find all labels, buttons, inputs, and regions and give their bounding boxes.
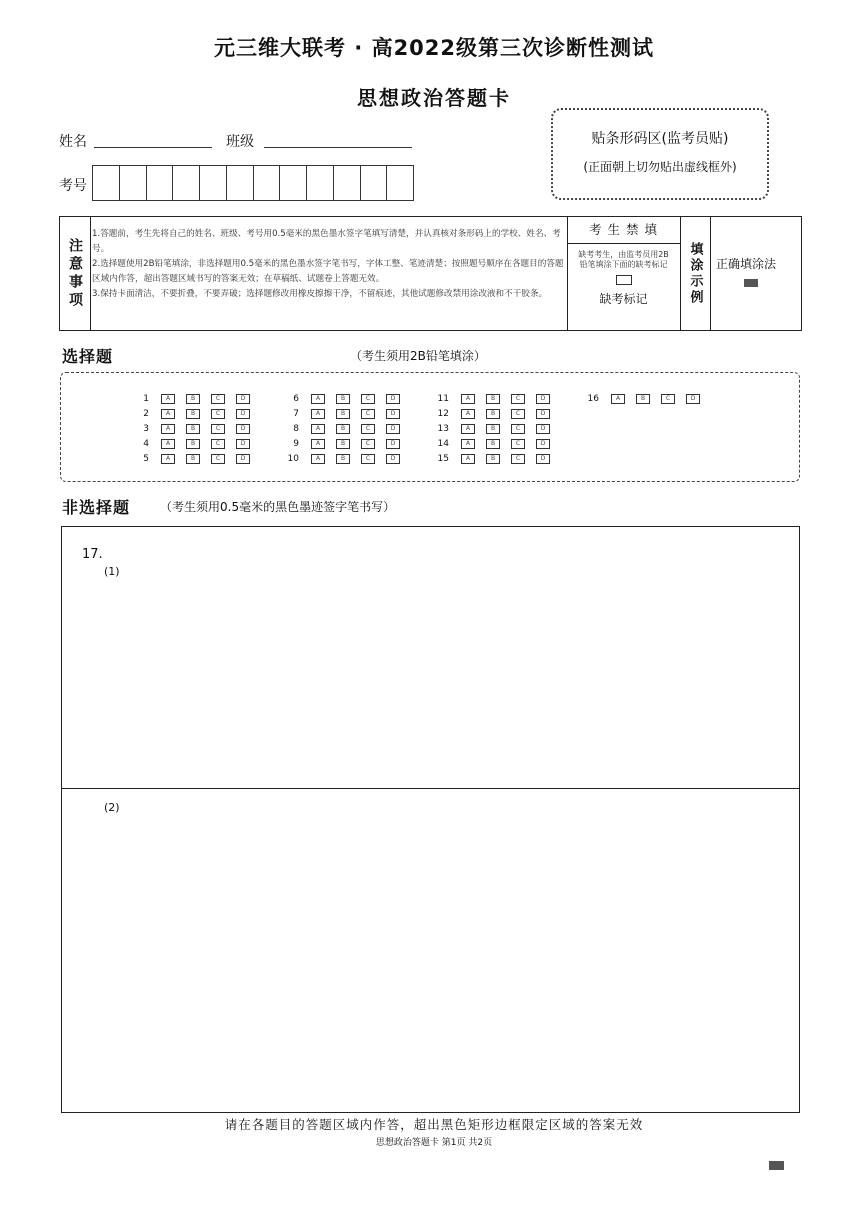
mcq-option-bubble[interactable]: A: [311, 439, 325, 449]
exam-no-cell[interactable]: [254, 166, 281, 200]
mcq-question-row: [129, 393, 261, 405]
mcq-question-number: 5: [143, 454, 149, 464]
mcq-question-number: 9: [293, 439, 299, 449]
footer-page-info: 思想政治答题卡 第1页 共2页: [375, 1138, 493, 1148]
mcq-option-bubble[interactable]: A: [161, 394, 175, 404]
mcq-option-bubble[interactable]: D: [236, 424, 250, 434]
mcq-option-bubble[interactable]: D: [536, 424, 550, 434]
mcq-question-row: [429, 453, 561, 465]
exam-no-cell[interactable]: [147, 166, 174, 200]
mcq-question-number: 13: [437, 424, 449, 434]
class-field[interactable]: [264, 146, 412, 148]
mcq-question-number: 6: [293, 394, 299, 404]
notice-instructions: [92, 227, 566, 302]
mcq-question-number: 16: [587, 394, 599, 404]
mcq-option-bubble[interactable]: C: [361, 439, 375, 449]
mcq-option-bubble[interactable]: A: [461, 409, 475, 419]
mcq-question-row: [129, 453, 261, 465]
mcq-question-row: [429, 423, 561, 435]
mcq-option-bubble[interactable]: D: [386, 424, 400, 434]
name-field[interactable]: [94, 146, 212, 148]
mcq-option-bubble[interactable]: B: [186, 424, 200, 434]
mcq-option-bubble[interactable]: C: [361, 424, 375, 434]
mcq-option-bubble[interactable]: D: [686, 394, 700, 404]
mcq-question-number: 15: [437, 454, 449, 464]
mcq-option-bubble[interactable]: B: [336, 454, 350, 464]
mcq-option-bubble[interactable]: C: [211, 409, 225, 419]
notice-label: 注意事项: [67, 237, 83, 310]
mcq-option-bubble[interactable]: C: [211, 394, 225, 404]
fill-example-correct-label: 正确填涂法: [716, 257, 777, 271]
exam-no-cell[interactable]: [361, 166, 388, 200]
mcq-option-bubble[interactable]: A: [161, 439, 175, 449]
mcq-option-bubble[interactable]: C: [511, 424, 525, 434]
mcq-option-bubble[interactable]: C: [511, 394, 525, 404]
mcq-option-bubble[interactable]: C: [361, 394, 375, 404]
mcq-option-bubble[interactable]: D: [386, 454, 400, 464]
barcode-title: 贴条形码区(监考员贴): [591, 131, 729, 147]
mcq-question-row: [129, 438, 261, 450]
mcq-question-row: [129, 423, 261, 435]
exam-no-cell[interactable]: [93, 166, 120, 200]
question-17-part-1-label: (1): [104, 565, 120, 578]
mcq-option-bubble[interactable]: C: [511, 409, 525, 419]
mcq-option-bubble[interactable]: D: [536, 439, 550, 449]
mcq-option-bubble[interactable]: A: [161, 454, 175, 464]
mcq-option-bubble[interactable]: C: [511, 454, 525, 464]
answer-area[interactable]: [61, 526, 800, 1113]
mcq-option-bubble[interactable]: B: [636, 394, 650, 404]
exam-no-cell[interactable]: [387, 166, 413, 200]
notice-item: 2.选择题使用2B铅笔填涂，非选择题用0.5毫米的黑色墨水签字笔书写，字体工整、笔迹清楚；按照题号顺序在各题目的答题区域内作答，超出答题区域书写的答案无效；在草稿纸、试题卷上答题无效。: [92, 259, 564, 284]
mcq-question-number: 10: [287, 454, 299, 464]
mcq-option-bubble[interactable]: A: [461, 424, 475, 434]
notice-item: 3.保持卡面清洁，不要折叠，不要弄破；选择题修改用橡皮擦擦干净，不留痕迹，其他试题修改禁用涂改液和不干胶条。: [92, 289, 548, 299]
mcq-question-number: 2: [143, 409, 149, 419]
mcq-question-number: 1: [143, 394, 149, 404]
mcq-option-bubble[interactable]: B: [336, 424, 350, 434]
fill-example-label: 填涂示例: [687, 241, 703, 306]
mcq-question-number: 8: [293, 424, 299, 434]
mcq-option-bubble[interactable]: B: [186, 439, 200, 449]
question-17-label: 17.: [82, 547, 103, 562]
mcq-option-bubble[interactable]: D: [536, 454, 550, 464]
barcode-area: [551, 108, 769, 200]
absent-title: 考 生 禁 填: [567, 217, 680, 244]
mcq-option-bubble[interactable]: A: [461, 454, 475, 464]
mcq-option-bubble[interactable]: D: [386, 439, 400, 449]
mcq-question-row: [129, 408, 261, 420]
exam-no-cell[interactable]: [200, 166, 227, 200]
mcq-option-bubble[interactable]: C: [211, 439, 225, 449]
mcq-option-bubble[interactable]: B: [486, 409, 500, 419]
question-17-part-2-label: (2): [104, 801, 120, 814]
exam-no-grid[interactable]: [92, 165, 414, 201]
mcq-option-bubble[interactable]: C: [211, 424, 225, 434]
mcq-question-row: [279, 393, 411, 405]
notice-label-column: [60, 217, 91, 330]
mcq-option-bubble[interactable]: D: [536, 394, 550, 404]
mcq-option-bubble[interactable]: A: [161, 424, 175, 434]
barcode-hint: (正面朝上切勿贴出虚线框外): [583, 160, 737, 174]
mcq-option-bubble[interactable]: D: [536, 409, 550, 419]
mcq-option-bubble[interactable]: B: [486, 439, 500, 449]
absent-mark-box[interactable]: [616, 275, 632, 285]
exam-no-cell[interactable]: [334, 166, 361, 200]
mcq-option-bubble[interactable]: B: [186, 454, 200, 464]
mcq-option-bubble[interactable]: A: [461, 439, 475, 449]
mcq-option-bubble[interactable]: C: [361, 454, 375, 464]
exam-no-cell[interactable]: [173, 166, 200, 200]
filled-mark-sample: [744, 279, 758, 287]
mcq-option-bubble[interactable]: D: [236, 394, 250, 404]
absent-mark-label: 缺考标记: [599, 292, 648, 306]
exam-no-cell[interactable]: [227, 166, 254, 200]
exam-no-cell[interactable]: [307, 166, 334, 200]
mcq-title: 选择题: [62, 347, 114, 366]
notice-item: 1.答题前，考生先将自己的姓名、班级、考号用0.5毫米的黑色墨水签字笔填写清楚，并认真核对条形码上的学校、姓名、考号。: [92, 229, 561, 254]
mcq-option-bubble[interactable]: B: [186, 409, 200, 419]
mcq-option-bubble[interactable]: B: [486, 454, 500, 464]
mcq-question-number: 3: [143, 424, 149, 434]
mcq-option-bubble[interactable]: D: [386, 394, 400, 404]
exam-no-cell[interactable]: [280, 166, 307, 200]
absent-desc: 缺考考生，由监考员用2B铅笔填涂下面的缺考标记: [578, 250, 669, 269]
notice-box: [59, 216, 802, 331]
mcq-option-bubble[interactable]: A: [311, 424, 325, 434]
mcq-question-row: [279, 408, 411, 420]
mcq-option-bubble[interactable]: C: [511, 439, 525, 449]
mcq-option-bubble[interactable]: A: [311, 409, 325, 419]
mcq-option-bubble[interactable]: C: [211, 454, 225, 464]
mcq-question-number: 11: [437, 394, 449, 404]
mcq-option-bubble[interactable]: A: [311, 394, 325, 404]
nonmcq-title: 非选择题: [62, 498, 131, 517]
mcq-option-bubble[interactable]: D: [236, 439, 250, 449]
mcq-option-bubble[interactable]: B: [336, 394, 350, 404]
card-title: 元三维大联考 · 高2022级第三次诊断性测试: [213, 36, 655, 60]
card-subtitle: 思想政治答题卡: [357, 86, 511, 110]
nonmcq-note: （考生须用0.5毫米的黑色墨迹签字笔书写）: [160, 500, 396, 514]
mcq-question-row: [279, 423, 411, 435]
mcq-question-row: [279, 453, 411, 465]
class-label: 班级: [226, 134, 254, 150]
name-label: 姓名: [59, 134, 87, 150]
mcq-option-bubble[interactable]: A: [461, 394, 475, 404]
mcq-question-row: [429, 408, 561, 420]
mcq-option-bubble[interactable]: D: [386, 409, 400, 419]
mcq-question-number: 14: [437, 439, 449, 449]
mcq-option-bubble[interactable]: B: [336, 409, 350, 419]
absent-section: [567, 217, 681, 330]
mcq-option-bubble[interactable]: A: [611, 394, 625, 404]
mcq-option-bubble[interactable]: C: [661, 394, 675, 404]
mcq-option-bubble[interactable]: D: [236, 454, 250, 464]
mcq-question-row: [279, 438, 411, 450]
mcq-note: （考生须用2B铅笔填涂）: [350, 349, 486, 363]
mcq-question-row: [579, 393, 711, 405]
mcq-option-bubble[interactable]: B: [336, 439, 350, 449]
alignment-mark: [769, 1161, 784, 1170]
mcq-option-bubble[interactable]: B: [486, 394, 500, 404]
fill-example-label-column: [680, 217, 711, 330]
mcq-option-bubble[interactable]: D: [236, 409, 250, 419]
exam-no-cell[interactable]: [120, 166, 147, 200]
mcq-question-row: [429, 438, 561, 450]
footer-warning: 请在各题目的答题区域内作答，超出黑色矩形边框限定区域的答案无效: [224, 1117, 644, 1132]
mcq-option-bubble[interactable]: B: [486, 424, 500, 434]
exam-no-label: 考号: [59, 178, 87, 194]
mcq-question-number: 12: [437, 409, 449, 419]
answer-divider: [62, 788, 799, 789]
mcq-option-bubble[interactable]: B: [186, 394, 200, 404]
mcq-question-number: 4: [143, 439, 149, 449]
mcq-option-bubble[interactable]: A: [311, 454, 325, 464]
mcq-option-bubble[interactable]: C: [361, 409, 375, 419]
mcq-question-number: 7: [293, 409, 299, 419]
mcq-area: [60, 372, 800, 482]
mcq-option-bubble[interactable]: A: [161, 409, 175, 419]
mcq-question-row: [429, 393, 561, 405]
